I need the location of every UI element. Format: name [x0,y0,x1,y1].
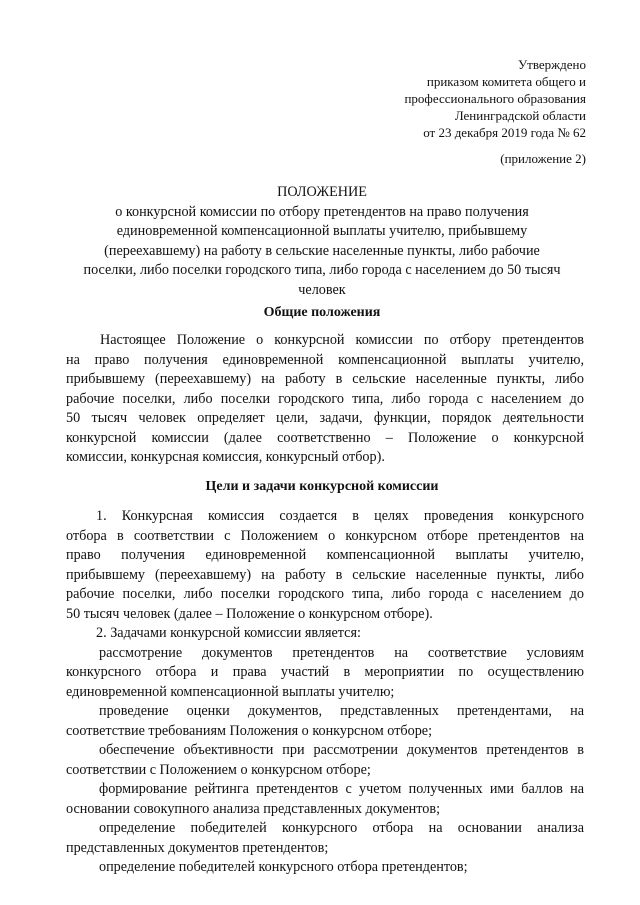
list-item-line: формирование рейтинга претендентов с учетом полученных ими баллов на [99,781,584,797]
title-line: (переехавшему) на работу в сельские населенные пункты, либо рабочие [104,242,540,259]
list-item-line: обеспечение объективности при рассмотрении документов претендентов в [99,742,584,758]
paragraph-line: отбора в соответствии с Положением о конкурсном отборе претендентов на [66,527,584,544]
approval-line: Утверждено [517,57,586,72]
paragraph-line: 1. Конкурсная комиссия создается в целях проведения конкурсного [96,508,584,524]
list-item-line: определение победителей конкурсного отбора претендентов; [99,859,468,875]
title-line: человек [298,281,346,298]
section-heading-general: Общие положения [263,305,381,320]
list-item-line: определение победителей конкурсного отбора на основании анализа [99,820,584,836]
appendix-label: (приложение 2) [500,151,586,166]
paragraph-line: рабочие поселки, либо поселки городского типа, либо города с населением до [66,586,584,602]
paragraph-line: 50 тысяч человек определяет цели, задачи, функции, порядок деятельности [66,410,584,426]
paragraph-line: 50 тысяч человек (далее – Положение о конкурсном отборе). [66,605,433,622]
list-item-line: проведение оценки документов, представленных претендентами, на [99,703,584,719]
list-item-line: соответствии с Положением о конкурсном отборе; [66,761,371,778]
paragraph-line: комиссии, конкурсная комиссия, конкурсный отбор). [66,449,385,465]
paragraph-line: 2. Задачами конкурсной комиссии является: [96,625,361,641]
paragraph-line: прибывшему (переехавшему) на работу в сельские населенные пункты, либо [66,371,584,387]
approval-stamp [404,56,586,141]
section-goals-body [66,507,584,878]
list-item-line: рассмотрение документов претендентов на соответствие условиям [99,644,584,661]
paragraph-line: рабочие поселки, либо поселки городского типа, либо города с населением до [66,390,584,407]
title-line: поселки, либо поселки городского типа, либо города с населением до 50 тысяч [83,262,561,278]
section-heading-goals: Цели и задачи конкурсной комиссии [205,479,439,494]
list-item-line: основании совокупного анализа представленных документов; [66,800,441,817]
document-title [60,183,584,300]
list-item-line: единовременной компенсационной выплаты учителю; [66,683,395,700]
approval-line: приказом комитета общего и [426,74,586,89]
title-line: о конкурсной комиссии по отбору претендентов на право получения [115,203,529,220]
list-item-line: конкурсного отбора и права участий в мероприятии по осуществлению [66,664,584,680]
paragraph-line: прибывшему (переехавшему) на работу в сельские населенные пункты, либо [66,566,584,583]
title-line: единовременной компенсационной выплаты учителю, прибывшему [116,223,528,239]
approval-line: Ленинградской области [454,108,586,123]
paragraph-line: конкурсной комиссии (далее соответственно – Положение о конкурсной [66,429,584,446]
paragraph-line: право получения единовременной компенсационной выплаты учителю, [66,547,584,563]
section-general-paragraph [66,331,584,468]
paragraph-line: Настоящее Положение о конкурсной комиссии по отбору претендентов [100,332,584,348]
paragraph-line: на право получения единовременной компенсационной выплаты учителю, [66,351,584,368]
approval-line: от 23 декабря 2019 года № 62 [423,125,586,140]
list-item-line: соответствие требованиям Положения о конкурсном отборе; [66,722,433,739]
approval-line: профессионального образования [404,91,586,106]
list-item-line: представленных документов претендентов; [66,839,329,856]
title-word: ПОЛОЖЕНИЕ [277,184,367,200]
